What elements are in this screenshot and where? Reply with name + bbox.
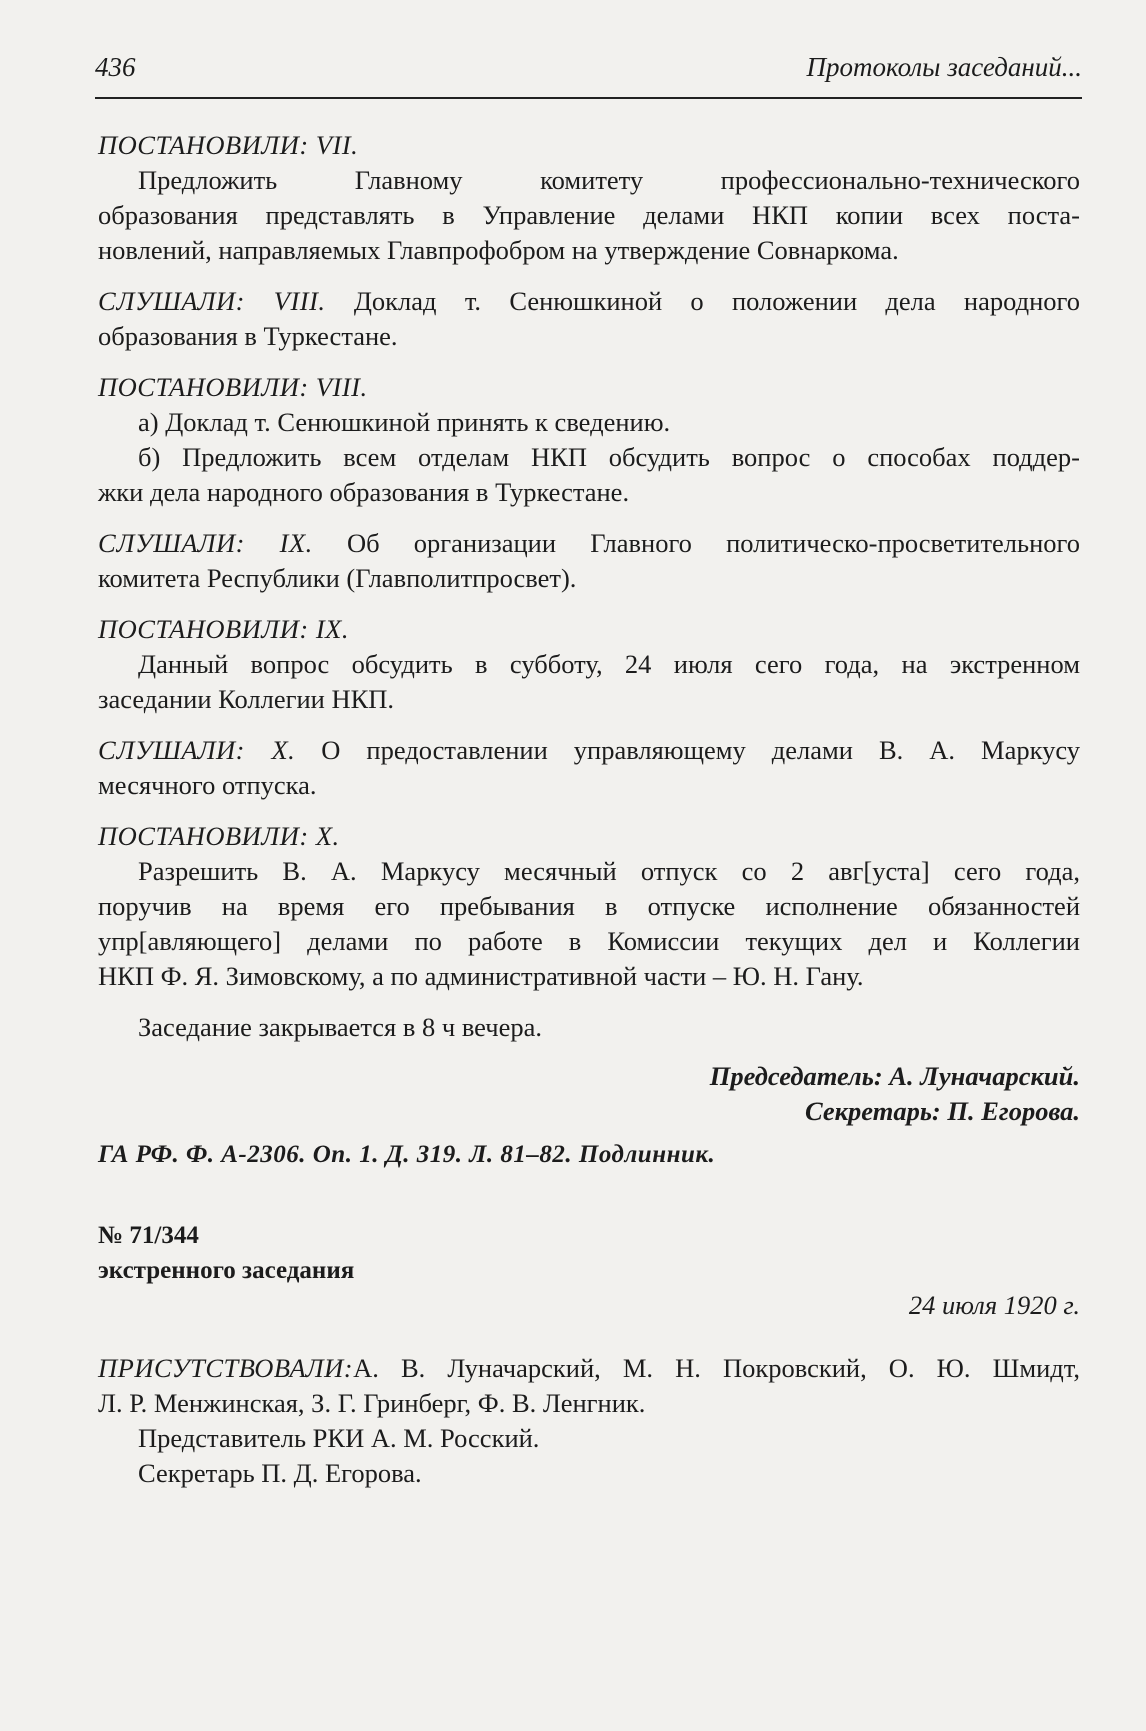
- hearing-9-line: комитета Республики (Главполитпросвет).: [98, 563, 577, 593]
- attendance-heading: ПРИСУТСТВОВАЛИ:: [98, 1353, 354, 1383]
- hearing-8: [98, 284, 1080, 319]
- running-header: [95, 52, 1082, 94]
- resolution-8-item-b-cont: жки дела народного образования в Туркестане.: [98, 477, 630, 507]
- resolution-10-line: НКП Ф. Я. Зимовскому, а по административной части – Ю. Н. Гану.: [98, 961, 864, 991]
- resolution-10-line: поручив на время его пребывания в отпуске исполнение обязанностей: [98, 891, 1080, 921]
- archive-reference: ГА РФ. Ф. А-2306. Оп. 1. Д. 319. Л. 81–82. Подлинник.: [98, 1141, 716, 1168]
- resolution-9-line: заседании Коллегии НКП.: [98, 684, 395, 714]
- resolution-8-item-b: б) Предложить всем отделам НКП обсудить вопрос о способах поддер-: [138, 442, 1080, 472]
- hearing-9: [98, 526, 1080, 561]
- resolution-10-line: упр[авляющего] делами по работе в Комиссии текущих дел и Коллегии: [98, 926, 1080, 956]
- hearing-8-line: образования в Туркестане.: [98, 321, 398, 351]
- hearing-10: [98, 733, 1080, 768]
- attendance-list: А. В. Луначарский, М. Н. Покровский, О. Ю. Шмидт,: [353, 1353, 1080, 1383]
- hearing-10-heading: СЛУШАЛИ: X.: [98, 735, 296, 765]
- secretary-signature: Секретарь: П. Егорова.: [805, 1096, 1080, 1126]
- attendance: [98, 1351, 1080, 1386]
- closing-statement: Заседание закрывается в 8 ч вечера.: [138, 1012, 543, 1042]
- rki-representative: Представитель РКИ А. М. Росский.: [138, 1423, 540, 1453]
- resolution-7-line: новлений, направляемых Главпрофобром на утверждение Совнаркома.: [98, 235, 899, 265]
- hearing-10-text: О предоставлении управляющему делами В. А. Маркусу: [321, 735, 1081, 765]
- resolution-8-heading: ПОСТАНОВИЛИ: VIII.: [98, 372, 368, 402]
- header-rule: [95, 97, 1082, 99]
- hearing-9-text: Об организации Главного политическо-просветительного: [346, 528, 1080, 558]
- chair-signature: Председатель: А. Луначарский.: [709, 1061, 1080, 1091]
- resolution-7-heading: ПОСТАНОВИЛИ: VII.: [98, 130, 359, 160]
- running-title: Протоколы заседаний...: [806, 52, 1082, 82]
- resolution-7-line: Предложить Главному комитету профессионально-технического: [138, 165, 1080, 195]
- document-date: 24 июля 1920 г.: [908, 1290, 1080, 1320]
- hearing-8-text: Доклад т. Сенюшкиной о положении дела народного: [353, 286, 1080, 316]
- resolution-10-heading: ПОСТАНОВИЛИ: X.: [98, 821, 340, 851]
- meeting-secretary: Секретарь П. Д. Егорова.: [138, 1458, 422, 1488]
- hearing-8-heading: СЛУШАЛИ: VIII.: [98, 286, 326, 316]
- hearing-9-heading: СЛУШАЛИ: IX.: [98, 528, 313, 558]
- resolution-7-line: образования представлять в Управление делами НКП копии всех поста-: [98, 200, 1080, 230]
- document-kind: экстренного заседания: [98, 1257, 355, 1284]
- page-body: [98, 128, 1080, 1491]
- resolution-10-line: Разрешить В. А. Маркусу месячный отпуск со 2 авг[уста] сего года,: [138, 856, 1080, 886]
- resolution-8-item-a: а) Доклад т. Сенюшкиной принять к сведению.: [138, 407, 671, 437]
- document-number: № 71/344: [98, 1222, 199, 1249]
- attendance-list-cont: Л. Р. Менжинская, З. Г. Гринберг, Ф. В. Ленгник.: [98, 1388, 646, 1418]
- resolution-9-heading: ПОСТАНОВИЛИ: IX.: [98, 614, 349, 644]
- page-number: 436: [95, 52, 136, 82]
- resolution-9-line: Данный вопрос обсудить в субботу, 24 июля сего года, на экстренном: [138, 649, 1080, 679]
- hearing-10-line: месячного отпуска.: [98, 770, 317, 800]
